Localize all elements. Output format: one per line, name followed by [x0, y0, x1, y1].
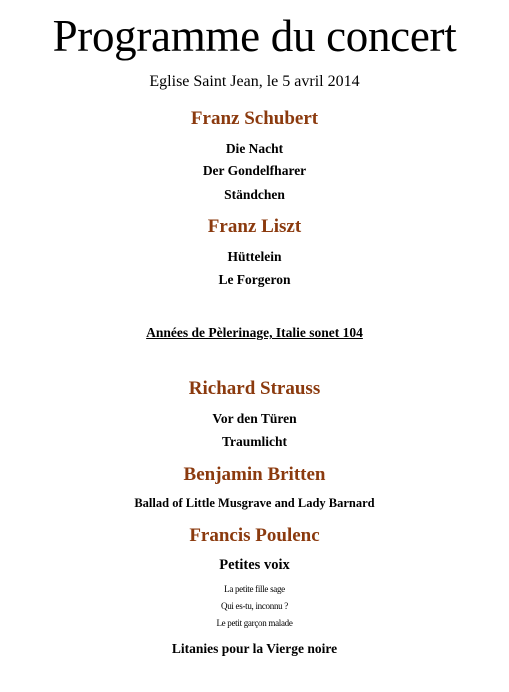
composer-heading-schubert: Franz Schubert [190, 108, 319, 129]
song-title: Qui es-tu, inconnu ? [221, 601, 288, 611]
composer-heading-liszt: Franz Liszt [207, 216, 302, 237]
song-title: La petite fille sage [224, 584, 285, 594]
work-title: Le Forgeron [218, 272, 291, 287]
work-title-underlined: Années de Pèlerinage, Italie sonet 104 [146, 325, 363, 340]
work-title: Ständchen [224, 187, 285, 202]
work-title: Die Nacht [225, 141, 284, 156]
song-title: Le petit garçon malade [216, 618, 293, 628]
page-title: Programme du concert [52, 11, 457, 61]
work-title: Petites voix [219, 557, 290, 573]
work-title: Traumlicht [222, 434, 287, 449]
composer-heading-poulenc: Francis Poulenc [189, 525, 320, 546]
work-title: Litanies pour la Vierge noire [171, 641, 338, 656]
concert-venue-date: Eglise Saint Jean, le 5 avril 2014 [149, 73, 360, 90]
work-title: Hüttelein [227, 249, 282, 264]
composer-heading-britten: Benjamin Britten [183, 464, 326, 485]
work-title: Ballad of Little Musgrave and Lady Barnard [134, 496, 375, 510]
work-title: Vor den Türen [212, 411, 297, 426]
work-title: Der Gondelfharer [202, 163, 307, 178]
composer-heading-strauss: Richard Strauss [188, 378, 321, 399]
